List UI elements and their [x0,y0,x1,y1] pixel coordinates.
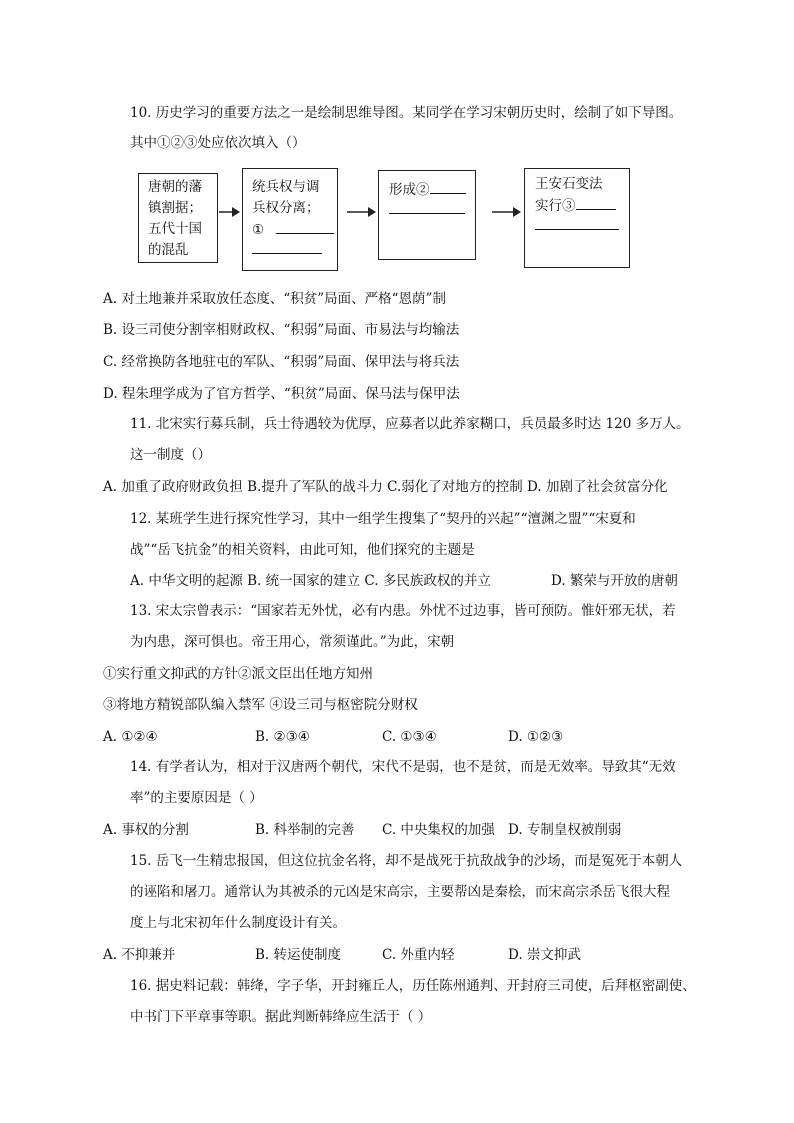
mindmap-box-4-line2 [535,195,616,217]
blank-2 [430,179,466,194]
mindmap-box-1-line4: 的混乱 [148,242,189,258]
mindmap-box-1-line1: 唐朝的藩 [148,179,202,195]
mindmap-arrow-1 [219,205,241,219]
q13-items-line1: ①实行重文抑武的方针②派文臣出任地方知州 [103,666,373,682]
q15-option-a: A. 不抑兼并 [103,947,176,963]
mindmap-box-4 [524,168,630,268]
q15-stem-line1: 15. 岳飞一生精忠报国，但这位抗金名将，却不是战死于抗敌战争的沙场，而是冤死于本朝人 [130,853,683,869]
mindmap-box-4-line3 [535,215,619,237]
mindmap-box-1 [138,173,218,263]
mindmap-box-2-line4 [252,239,322,261]
q12-options-abc: A. 中华文明的起源 B. 统一国家的建立 C. 多民族政权的并立 [130,573,491,589]
mindmap-box-3 [378,170,476,260]
q15-stem-line2: 的诬陷和屠刀。通常认为其被杀的元凶是宋高宗，主要帮凶是秦桧，而宋高宗杀岳飞很大程 [130,884,670,900]
q14-stem-line2: 率”的主要原因是（ ） [130,790,263,806]
q15-option-d: D. 崇文抑武 [508,947,581,963]
mindmap-box-2-line1: 统兵权与调 [252,179,320,195]
q11-stem-line1: 11. 北宋实行募兵制，兵士待遇较为优厚，应募者以此养家糊口，兵员最多时达 120 多万人。 [130,416,690,432]
blank-3-cont [535,215,619,230]
q10-stem-line2: 其中①②③处应依次填入（） [130,135,306,151]
q10-option-b: B. 设三司使分割宰相财政权、“积弱”局面、市易法与均输法 [103,322,460,338]
q12-stem-line1: 12. 某班学生进行探究性学习，其中一组学生搜集了“契丹的兴起”“澶渊之盟”“宋夏和 [130,511,636,527]
q13-option-b: B. ②③④ [255,729,310,745]
blank-2-label: 形成② [389,182,430,198]
q11-stem-line2: 这一制度（） [130,447,211,463]
blank-3-label: 实行③ [535,198,576,214]
q15-option-c: C. 外重内轻 [382,947,455,963]
q12-stem-line2: 战”“岳飞抗金”的相关资料，由此可知，他们探究的主题是 [130,542,475,558]
mindmap-arrow-3 [492,205,522,219]
q14-option-b: B. 科举制的完善 [255,822,355,838]
mindmap-box-2-line2: 兵权分离； [252,200,320,216]
q13-option-c: C. ①③④ [382,729,437,745]
q10-stem-line1: 10. 历史学习的重要方法之一是绘制思维导图。某同学在学习宋朝历史时，绘制了如下导图。 [130,105,683,121]
blank-1-cont [252,239,322,254]
mindmap-arrow-2 [347,205,377,219]
mindmap-box-1-line3: 五代十国 [148,221,202,237]
q16-stem-line2: 中书门下平章事等职。据此判断韩绛应生活于（ ） [130,1009,432,1025]
blank-3 [576,195,616,210]
q10-option-c: C. 经常换防各地驻屯的军队、“积弱”局面、保甲法与将兵法 [103,354,460,370]
q15-stem-line3: 度上与北宋初年什么制度设计有关。 [130,915,346,931]
q12-option-d: D. 繁荣与开放的唐朝 [551,573,678,589]
q14-option-c: C. 中央集权的加强 [382,822,495,838]
q13-stem-line1: 13. 宋太宗曾表示：“国家若无外忧，必有内患。外忧不过边事，皆可预防。惟奸邪无状，若 [130,603,676,619]
mindmap-box-2-line3 [252,219,334,241]
q13-stem-line2: 为内患，深可惧也。帝王用心，常须谨此。”为此，宋朝 [130,634,455,650]
blank-1-marker: ① [252,222,265,238]
mindmap-box-3-line1 [389,179,466,201]
q10-option-a: A. 对土地兼并采取放任态度、“积贫”局面、严格“恩荫”制 [103,291,446,307]
mindmap-box-1-line2: 镇割据； [148,200,202,216]
mindmap-box-4-line1: 王安石变法 [535,176,603,192]
blank-2-cont [389,199,465,214]
mindmap-box-3-line2 [389,199,465,221]
q16-stem-line1: 16. 据史料记载：韩绛，字子华，开封雍丘人，历任陈州通判、开封府三司使，后拜枢密副使、 [130,978,696,994]
q14-option-a: A. 事权的分割 [103,822,189,838]
q15-option-b: B. 转运使制度 [255,947,342,963]
q13-items-line2: ③将地方精锐部队编入禁军 ④设三司与枢密院分财权 [103,697,418,713]
q10-option-d: D. 程朱理学成为了官方哲学、“积贫”局面、保马法与保甲法 [103,386,460,402]
q13-option-d: D. ①②③ [508,729,564,745]
q13-option-a: A. ①②④ [103,729,158,745]
q14-option-d: D. 专制皇权被削弱 [508,822,622,838]
mindmap-box-2 [242,168,338,271]
blank-1 [276,219,334,234]
q11-options: A. 加重了政府财政负担 B.提升了军队的战斗力 C.弱化了对地方的控制 D. 加剧了社会贫富分化 [103,479,668,495]
q14-stem-line1: 14. 有学者认为，相对于汉唐两个朝代，宋代不是弱，也不是贫，而是无效率。导致其“无效 [130,759,676,775]
